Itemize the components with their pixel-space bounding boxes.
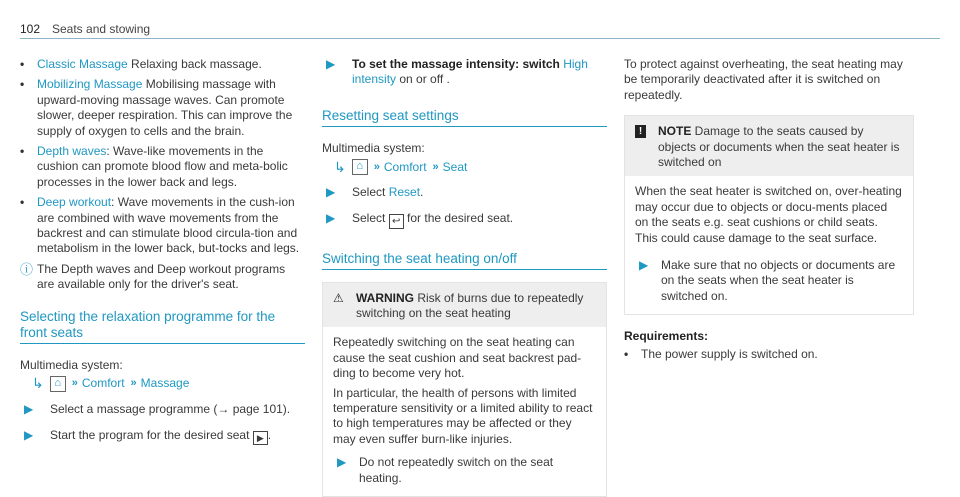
warning-header: ⚠ WARNING Risk of burns due to repeatedly switching on the seat heating <box>323 283 606 328</box>
step-arrow-icon: ▶ <box>337 455 347 470</box>
instruction-step: ▶ Select Reset. <box>326 185 424 200</box>
reset-link[interactable]: Reset <box>388 185 421 200</box>
warning-box <box>322 282 607 497</box>
list-item <box>20 195 305 257</box>
step-arrow-icon: ▶ <box>24 427 34 442</box>
program-term: Mobilizing Massage <box>37 77 143 92</box>
high-intensity-link[interactable]: High intensity <box>352 57 588 87</box>
page-header <box>20 0 940 38</box>
note-header: ! NOTE Damage to the seats caused by objects or documents when the seat heater is switched on <box>625 116 913 176</box>
path-arrow-icon: ↳ <box>334 158 346 175</box>
section-heading: Resetting seat settings <box>322 108 607 127</box>
path-massage: Massage <box>140 376 190 391</box>
bullet-icon: • <box>20 195 25 210</box>
requirements <box>624 329 914 362</box>
step-arrow-icon: ▶ <box>326 57 336 71</box>
column-1 <box>20 57 305 455</box>
path-arrow-icon: ↳ <box>32 375 44 392</box>
program-desc: : Wave-like movements in the cushion can promote blood flow and meta-bolic processes in the lower back and legs. <box>37 144 288 189</box>
program-term: Classic Massage <box>37 57 128 71</box>
system-label: Multimedia system: <box>322 140 425 155</box>
header-rule <box>20 38 940 39</box>
info-note <box>20 262 305 293</box>
bullet-icon: • <box>20 77 25 92</box>
menu-path <box>20 376 305 392</box>
step-arrow-icon: ▶ <box>639 258 649 273</box>
page-number: 102 <box>20 22 41 36</box>
path-comfort: Comfort <box>383 159 427 174</box>
step-arrow-icon: ▶ <box>326 185 336 200</box>
home-icon: ⌂ <box>352 159 368 175</box>
page-reference-link[interactable]: → page 101 <box>217 402 283 417</box>
warning-icon: ⚠ <box>333 290 344 305</box>
requirements-title: Requirements: <box>624 329 709 344</box>
list-item: • The power supply is switched on. <box>624 346 818 361</box>
note-body: When the seat heater is switched on, over-heating may occur due to objects or docu-ments placed on the seats e.g. seat cushions or child seats. This could cause damage to the seat surface. ▶ Make sure that no objects or documents are on the seats when the seat heater is switched on. <box>635 184 902 303</box>
instruction-step: ▶ Make sure that no objects or documents are on the seats when the seat heater is switched on. <box>639 258 896 303</box>
section-title: Seats and stowing <box>52 22 151 36</box>
section-heading: Switching the seat heating on/off <box>322 251 607 270</box>
chevron-icon: » <box>432 160 437 173</box>
step-arrow-icon: ▶ <box>24 402 34 417</box>
program-desc: Mobilising massage with upward-moving massage waves. Can promote slower, deeper respiration. This can improve the supply of oxygen to cells and the brain. <box>37 77 293 138</box>
program-desc: : Wave movements in the cush-ion are combined with wave movements from the backrest and can stimulate blood circula-tion and metabolism in the lower back, but-tocks and legs. <box>37 195 300 256</box>
column-2 <box>322 57 607 497</box>
system-label: Multimedia system: <box>20 357 123 372</box>
note-box <box>624 115 914 315</box>
path-seat: Seat <box>442 159 468 174</box>
program-term: Depth waves <box>37 144 107 159</box>
section-heading: Selecting the relaxation programme for the front seats <box>20 309 305 344</box>
seat-icon: ↩ <box>389 214 404 229</box>
menu-path <box>322 159 607 175</box>
home-icon: ⌂ <box>50 376 66 392</box>
note-text: The Depth waves and Deep workout programs are available only for the driver's seat. <box>37 261 286 292</box>
list-item <box>20 144 305 190</box>
intro-text: To protect against overheating, the seat heating may be temporarily deactivated after it is switched on repeatedly. <box>624 57 903 102</box>
instruction-step: ▶ Select ↩ for the desired seat. <box>326 210 514 227</box>
bullet-icon: • <box>20 144 25 159</box>
chevron-icon: » <box>373 160 378 173</box>
chevron-icon: » <box>71 377 76 390</box>
play-button-icon: ▶ <box>253 431 268 445</box>
path-comfort: Comfort <box>81 376 125 391</box>
column-3 <box>624 57 914 367</box>
chevron-icon: » <box>130 377 135 390</box>
instruction-step: ▶ To set the massage intensity: switch High intensity on or off . <box>326 57 588 87</box>
program-term: Deep workout <box>37 195 112 210</box>
list-item <box>20 57 305 72</box>
info-icon: ⓘ <box>20 261 34 277</box>
list-item <box>20 77 305 139</box>
bullet-icon: • <box>20 57 25 71</box>
bullet-icon: • <box>624 346 629 361</box>
instruction-step: ▶ Start the program for the desired seat ▶ . <box>24 427 272 443</box>
instruction-step: ▶ Do not repeatedly switch on the seat heating. <box>337 455 554 485</box>
note-icon: ! <box>635 125 646 138</box>
step-arrow-icon: ▶ <box>326 210 336 225</box>
program-desc: Relaxing back massage. <box>127 57 262 71</box>
warning-body: Repeatedly switching on the seat heating can cause the seat cushion and seat backrest pad-ding to become very hot. In particular, the health of persons with limited temperature sensitivity or a limited ability to react to high temperatures may be affected or they may even suffer burn-like injuries. ▶ Do not repeatedly switch on the seat heating. <box>323 327 606 496</box>
instruction-step: ▶ Select a massage programme (→ page 101). <box>24 402 291 417</box>
